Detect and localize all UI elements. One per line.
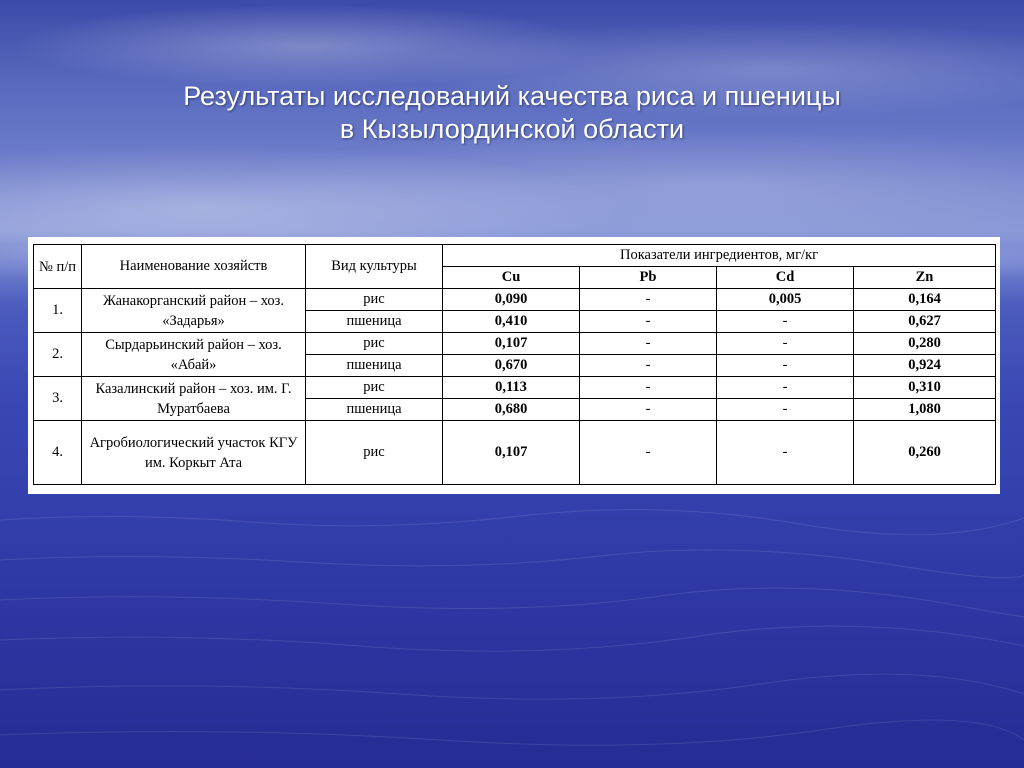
cd-value: - [717,355,854,377]
pb-value: - [580,333,717,355]
header-pb: Pb [580,267,717,289]
table-row [34,333,996,355]
cu-value: 0,107 [443,421,580,485]
slide-title-line-2: в Кызылординской области [339,114,685,144]
cu-value: 0,410 [443,311,580,333]
header-indicators: Показатели ингредиентов, мг/кг [443,245,996,267]
table-row [34,377,996,399]
crop-type: рис [306,377,443,399]
header-num: № п/п [34,245,82,289]
header-cu: Cu [443,267,580,289]
zn-value: 0,164 [854,289,996,311]
pb-value: - [580,421,717,485]
table-row [34,289,996,311]
zn-value: 0,310 [854,377,996,399]
pb-value: - [580,399,717,421]
crop-type: рис [306,421,443,485]
pb-value: - [580,377,717,399]
cu-value: 0,680 [443,399,580,421]
cd-value: - [717,377,854,399]
header-crop: Вид культуры [306,245,443,289]
zn-value: 0,260 [854,421,996,485]
row-number: 2. [34,333,82,377]
crop-type: пшеница [306,355,443,377]
row-number: 4. [34,421,82,485]
cd-value: - [717,421,854,485]
slide-title [0,80,1024,146]
crop-type: пшеница [306,399,443,421]
slide-title-line-1: Результаты исследований качества риса и пшеницы [183,81,841,111]
pb-value: - [580,311,717,333]
cd-value: - [717,311,854,333]
cd-value: - [717,333,854,355]
row-number: 1. [34,289,82,333]
cd-value: - [717,399,854,421]
zn-value: 1,080 [854,399,996,421]
farm-name: Агробиологический участок КГУ им. Коркыт Ата [82,421,306,485]
cu-value: 0,090 [443,289,580,311]
row-number: 3. [34,377,82,421]
pb-value: - [580,289,717,311]
crop-type: пшеница [306,311,443,333]
cu-value: 0,107 [443,333,580,355]
crop-type: рис [306,289,443,311]
header-zn: Zn [854,267,996,289]
header-cd: Cd [717,267,854,289]
zn-value: 0,280 [854,333,996,355]
zn-value: 0,924 [854,355,996,377]
table-panel [28,237,1000,494]
cd-value: 0,005 [717,289,854,311]
header-farm: Наименование хозяйств [82,245,306,289]
results-table [33,244,996,485]
table-row [34,421,996,485]
farm-name: Жанакорганский район – хоз. «Задарья» [82,289,306,333]
zn-value: 0,627 [854,311,996,333]
farm-name: Казалинский район – хоз. им. Г. Муратбаева [82,377,306,421]
farm-name: Сырдарьинский район – хоз. «Абай» [82,333,306,377]
cu-value: 0,113 [443,377,580,399]
cu-value: 0,670 [443,355,580,377]
pb-value: - [580,355,717,377]
crop-type: рис [306,333,443,355]
